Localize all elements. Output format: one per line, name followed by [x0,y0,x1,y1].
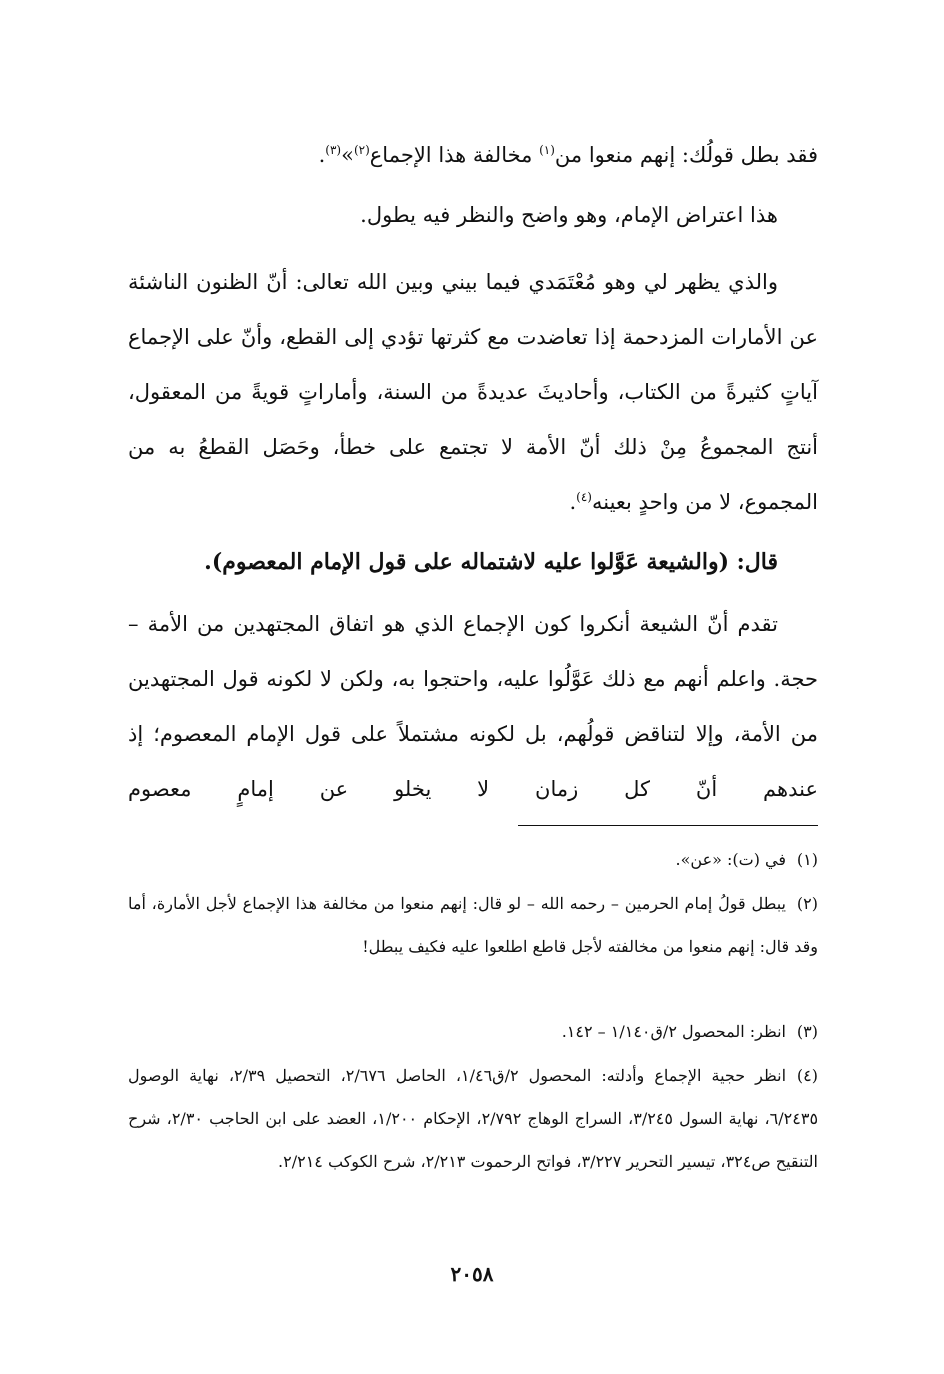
footnote-1-number: (١) [796,850,818,869]
footnote-2-text: يبطل قولُ إمام الحرمين – رحمه الله – لو قال: إنهم منعوا من مخالفة هذا الإجماع لأجل الأمارة، أما وقد قال: إنهم منعوا من مخالفته لأجل قاطع اطلعوا عليه فكيف يبطل! [128,894,818,956]
footnote-4-text: انظر حجية الإجماع وأدلته: المحصول ٢/ق١/٤٦، الحاصل ٢/٦٧٦، التحصيل ٢/٣٩، نهاية الوصول ٦/٢٤٣٥، نهاية السول ٣/٢٤٥، السراج الوهاج ٢/٧٩٢، الإحكام ١/٢٠٠، العضد على ابن الحاجب ٢/٣٠، شرح التنقيح ص٣٢٤، تيسير التحرير ٣/٢٢٧، فواتح الرحموت ٢/٢١٣، شرح الكوكب ٢/٢١٤. [128,1066,819,1171]
footnote-ref-1[interactable]: (١) [539,143,555,157]
footnote-3-text: انظر: المحصول ٢/ق١/١٤٠ – ١٤٢. [561,1022,786,1041]
page-number: ٢٠٥٨ [450,1262,494,1286]
paragraph-3-end: . [569,490,577,514]
paragraph-1-text-d: . [318,143,326,167]
footnote-ref-2[interactable]: (٢) [353,143,370,157]
paragraph-3 [128,255,818,530]
footnote-1 [128,838,818,881]
footnote-3-number: (٣) [796,1022,818,1041]
footnote-ref-3[interactable]: (٣) [325,143,342,157]
footnote-2 [128,882,818,968]
paragraph-4: تقدم أنّ الشيعة أنكروا كون الإجماع الذي هو اتفاق المجتهدين من الأمة – حجة. واعلم أنهم مع ذلك عَوَّلُوا عليه، واحتجوا به، ولكن لا لكونه قول المجتهدين من الأمة، وإلا لتناقض قولُهم، بل لكونه مشتملاً على قول الإمام المعصوم؛ إذ عندهم أنّ كل زمان لا يخلو عن إمامٍ معصوم [128,612,818,801]
footnote-3 [128,1010,818,1053]
footnote-1-text: في (ت): «عن». [675,850,786,869]
paragraph-1-text-c: » [341,143,354,167]
paragraph-2: هذا اعتراض الإمام، وهو واضح والنظر فيه يطول. [360,203,778,227]
footnote-separator [518,825,818,826]
paragraph-1-text-b: مخالفة هذا الإجماع [369,143,540,167]
footnote-ref-4[interactable]: (٤) [576,490,592,504]
footnote-4-number: (٤) [796,1066,819,1085]
paragraph-1-text-a: فقد بطل قولُك: إنهم منعوا من [554,143,818,167]
paragraph-3-text: والذي يظهر لي وهو مُعْتَمَدي فيما بيني وبين الله تعالى: أنّ الظنون الناشئة عن الأمارات المزدحمة إذا تعاضدت مع كثرتها تؤدي إلى القطع، وأنّ على الإجماع آياتٍ كثيرةً من الكتاب، وأحاديثَ عديدةً من السنة، وأماراتٍ قويةً من المعقول، أنتج المجموعُ مِنْ ذلك أنّ الأمة لا تجتمع على خطأ، وحَصَل القطعُ به من المجموع، لا من واحدٍ بعينه [128,270,818,514]
footnote-4 [128,1054,818,1183]
section-heading: قال: (والشيعة عَوَّلوا عليه لاشتماله على قول الإمام المعصوم). [204,549,778,575]
footnote-2-number: (٢) [796,894,818,913]
paragraph-1 [128,128,818,183]
